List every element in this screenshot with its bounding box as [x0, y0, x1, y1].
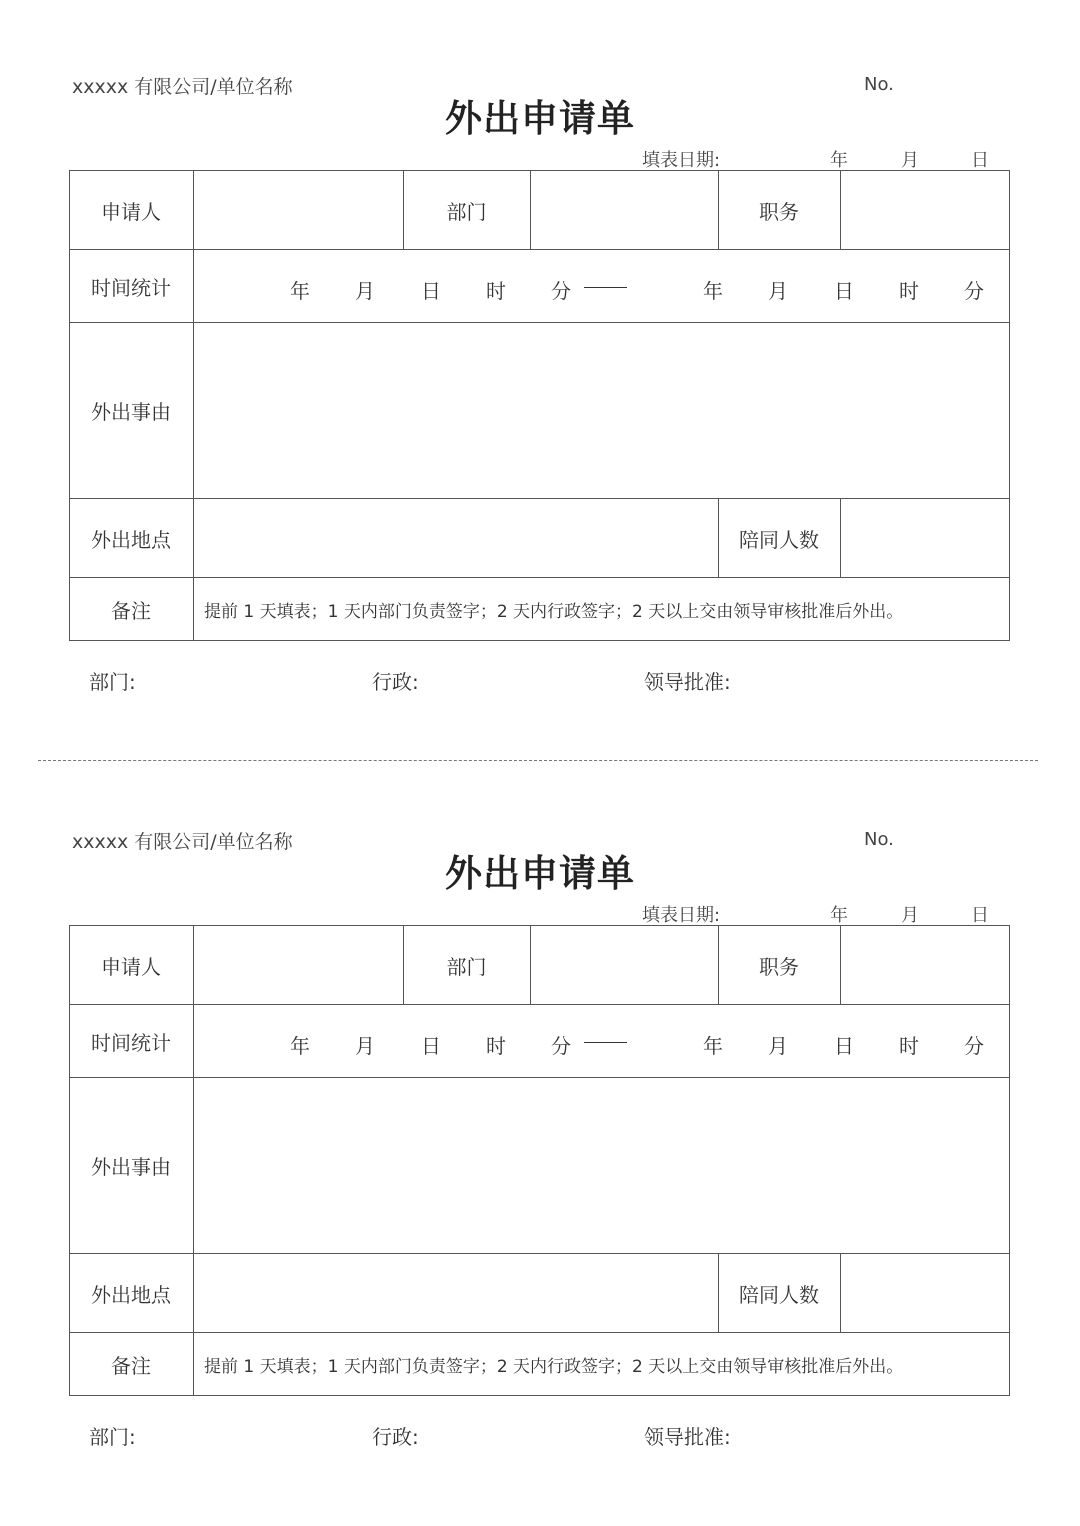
location-label: 外出地点: [91, 527, 171, 552]
time-range-dash: [584, 287, 627, 288]
fill-date-year: 年: [830, 150, 848, 171]
department-signature-label: 部门:: [89, 670, 136, 694]
end-month-unit: 月: [768, 279, 788, 303]
applicant-field[interactable]: [194, 925, 403, 1005]
location-label: 外出地点: [91, 1282, 171, 1307]
start-hour-unit: 时: [486, 279, 506, 303]
department-signature-label: 部门:: [89, 1425, 136, 1449]
remarks-label: 备注: [111, 598, 151, 623]
end-year-unit: 年: [703, 279, 723, 303]
table-border-right: [1009, 925, 1010, 1396]
time-stats-field[interactable]: [194, 250, 1009, 322]
start-year-unit: 年: [290, 1034, 310, 1058]
department-label: 部门: [446, 199, 487, 224]
time-stats-label: 时间统计: [91, 275, 171, 300]
start-day-unit: 日: [421, 279, 441, 303]
start-year-unit: 年: [290, 279, 310, 303]
department-field[interactable]: [531, 925, 718, 1005]
fill-date-month: 月: [901, 905, 919, 926]
fill-date-day: 日: [971, 905, 989, 926]
end-minute-unit: 分: [964, 1034, 984, 1058]
table-border-bottom: [69, 1395, 1010, 1396]
end-day-unit: 日: [834, 279, 854, 303]
end-month-unit: 月: [768, 1034, 788, 1058]
start-minute-unit: 分: [551, 279, 571, 303]
reason-label: 外出事由: [91, 1155, 171, 1179]
admin-signature-label: 行政:: [372, 670, 419, 694]
end-year-unit: 年: [703, 1034, 723, 1058]
applicant-field[interactable]: [194, 170, 403, 250]
form-bottom: [0, 755, 1080, 1455]
reason-field[interactable]: [194, 1078, 1009, 1253]
end-minute-unit: 分: [964, 279, 984, 303]
applicant-label: 申请人: [101, 954, 161, 979]
company-name: xxxxx 有限公司/单位名称: [72, 76, 293, 98]
reason-label: 外出事由: [91, 400, 171, 424]
start-minute-unit: 分: [551, 1034, 571, 1058]
leader-approval-label: 领导批准:: [644, 670, 731, 694]
position-field[interactable]: [841, 170, 1009, 250]
time-range-dash: [584, 1042, 627, 1043]
end-hour-unit: 时: [899, 279, 919, 303]
end-day-unit: 日: [834, 1034, 854, 1058]
companions-field[interactable]: [841, 1254, 1009, 1332]
remarks-label: 备注: [111, 1353, 151, 1378]
companions-label: 陪同人数: [739, 1282, 819, 1307]
location-field[interactable]: [194, 1254, 718, 1332]
fill-date-label: 填表日期:: [642, 905, 721, 926]
fill-date-day: 日: [971, 150, 989, 171]
form-title: 外出申请单: [445, 852, 635, 895]
start-hour-unit: 时: [486, 1034, 506, 1058]
applicant-label: 申请人: [101, 199, 161, 224]
start-day-unit: 日: [421, 1034, 441, 1058]
fill-date-month: 月: [901, 150, 919, 171]
serial-number-label: No.: [864, 829, 894, 850]
start-month-unit: 月: [355, 1034, 375, 1058]
serial-number-label: No.: [864, 74, 894, 95]
position-field[interactable]: [841, 925, 1009, 1005]
form-table: [69, 925, 1010, 1396]
position-label: 职务: [759, 199, 799, 224]
fill-date-label: 填表日期:: [642, 150, 721, 171]
companions-label: 陪同人数: [739, 527, 819, 552]
leader-approval-label: 领导批准:: [644, 1425, 731, 1449]
start-month-unit: 月: [355, 279, 375, 303]
reason-field[interactable]: [194, 323, 1009, 498]
form-title: 外出申请单: [445, 97, 635, 140]
department-label: 部门: [446, 954, 487, 979]
fill-date-year: 年: [830, 905, 848, 926]
end-hour-unit: 时: [899, 1034, 919, 1058]
department-field[interactable]: [531, 170, 718, 250]
location-field[interactable]: [194, 499, 718, 577]
table-border-right: [1009, 170, 1010, 641]
remarks-text: 提前 1 天填表；1 天内部门负责签字；2 天内行政签字；2 天以上交由领导审核批准后外出。: [204, 1356, 904, 1377]
time-stats-field[interactable]: [194, 1005, 1009, 1077]
form-top: [0, 0, 1080, 700]
table-border-bottom: [69, 640, 1010, 641]
form-table: [69, 170, 1010, 641]
companions-field[interactable]: [841, 499, 1009, 577]
remarks-text: 提前 1 天填表；1 天内部门负责签字；2 天内行政签字；2 天以上交由领导审核批准后外出。: [204, 601, 904, 622]
position-label: 职务: [759, 954, 799, 979]
time-stats-label: 时间统计: [91, 1030, 171, 1055]
admin-signature-label: 行政:: [372, 1425, 419, 1449]
company-name: xxxxx 有限公司/单位名称: [72, 831, 293, 853]
